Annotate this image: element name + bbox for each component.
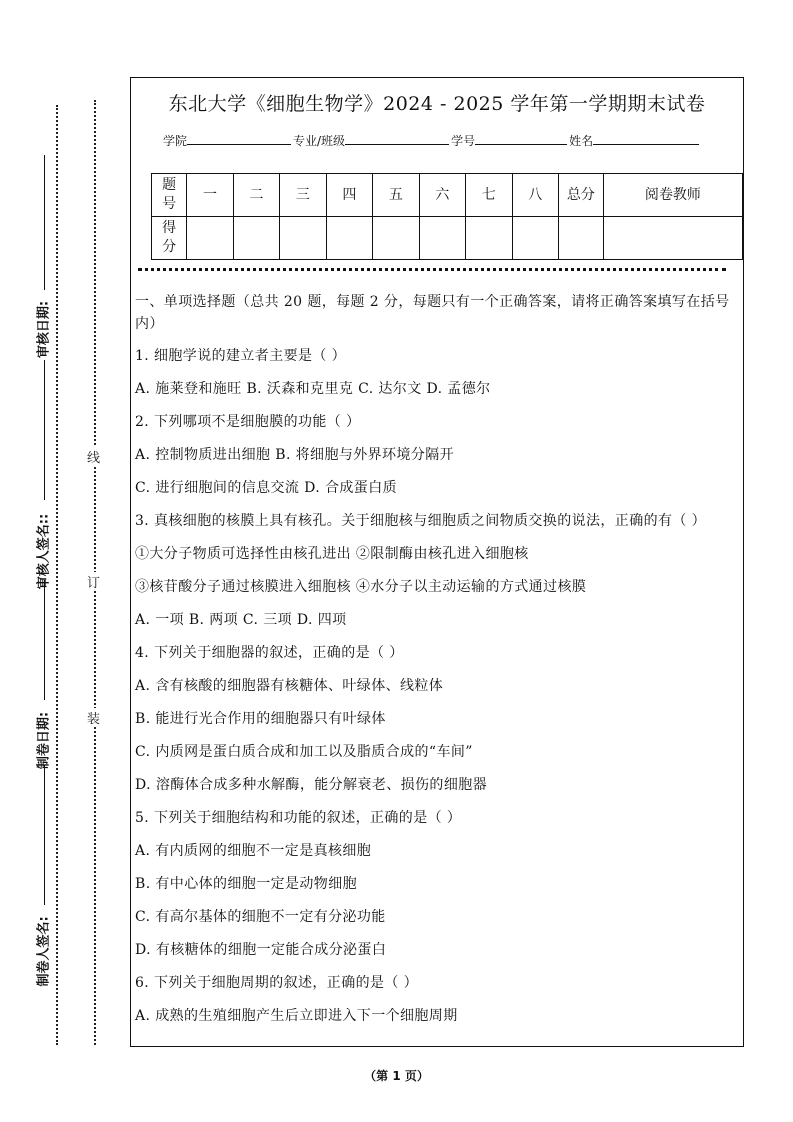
option-line: A. 成熟的生殖细胞产生后立即进入下一个细胞周期 xyxy=(135,1008,458,1024)
option-line: C. 内质网是蛋白质合成和加工以及脂质合成的“车间” xyxy=(135,744,473,760)
score-cell-5[interactable] xyxy=(373,217,419,260)
score-header-1: 一 xyxy=(187,174,233,217)
score-header-8: 八 xyxy=(512,174,558,217)
score-cell-1[interactable] xyxy=(187,217,233,260)
question-line: 3. 真核细胞的核膜上具有核孔。关于细胞核与细胞质之间物质交换的说法，正确的有（ ） xyxy=(135,513,707,529)
cut-line-char-xian: 线 xyxy=(87,447,100,466)
score-cell-4[interactable] xyxy=(326,217,372,260)
review-date-label: 审核日期: xyxy=(36,300,52,359)
question-content xyxy=(135,291,735,1038)
cut-line-char-zhuang: 装 xyxy=(87,708,100,727)
score-cell-8[interactable] xyxy=(512,217,558,260)
option-line: C. 进行细胞间的信息交流 D. 合成蛋白质 xyxy=(135,480,397,496)
score-header-2: 二 xyxy=(233,174,279,217)
option-line: A. 控制物质进出细胞 B. 将细胞与外界环境分隔开 xyxy=(135,447,455,463)
header-separator xyxy=(138,268,726,271)
option-line: C. 有高尔基体的细胞不一定有分泌功能 xyxy=(135,909,386,925)
make-date-blank[interactable] xyxy=(44,580,45,700)
score-cell-3[interactable] xyxy=(280,217,326,260)
score-header-7: 七 xyxy=(466,174,512,217)
question-line: 2. 下列哪项不是细胞膜的功能（ ） xyxy=(135,414,361,430)
option-line: A. 有内质网的细胞不一定是真核细胞 xyxy=(135,843,372,859)
question-line: 5. 下列关于细胞结构和功能的叙述，正确的是（ ） xyxy=(135,810,462,826)
question-line: 6. 下列关于细胞周期的叙述，正确的是（ ） xyxy=(135,975,419,991)
option-line: B. 能进行光合作用的细胞器只有叶绿体 xyxy=(135,711,386,727)
exam-title: 东北大学《细胞生物学》2024 - 2025 学年第一学期期末试卷 xyxy=(168,93,706,115)
score-cell-2[interactable] xyxy=(233,217,279,260)
make-date-label: 制卷日期: xyxy=(36,711,52,770)
question-line: 4. 下列关于细胞器的叙述，正确的是（ ） xyxy=(135,645,404,661)
exam-frame xyxy=(130,77,744,1047)
score-header-total: 总分 xyxy=(558,174,603,217)
score-table-row2-label: 得分 xyxy=(152,217,187,260)
score-header-3: 三 xyxy=(280,174,326,217)
reviewer-sign-label: 审核人签名:: xyxy=(36,513,52,590)
student-id-label: 学号 xyxy=(451,134,476,148)
option-line: B. 有中心体的细胞一定是动物细胞 xyxy=(135,876,357,892)
score-header-4: 四 xyxy=(326,174,372,217)
score-table xyxy=(151,173,743,260)
score-table-row1-label: 题号 xyxy=(152,174,187,217)
college-label: 学院 xyxy=(163,134,188,148)
page-number: （第 1 页） xyxy=(364,1069,429,1083)
option-line: D. 溶酶体合成多种水解酶，能分解衰老、损伤的细胞器 xyxy=(135,777,488,793)
maker-sign-blank[interactable] xyxy=(44,765,45,905)
cut-line-char-ding: 订 xyxy=(87,572,100,591)
name-label: 姓名 xyxy=(569,134,594,148)
score-cell-grader[interactable] xyxy=(603,217,742,260)
score-table-header-row xyxy=(152,174,743,217)
reviewer-sign-blank[interactable] xyxy=(44,360,45,500)
student-id-field[interactable] xyxy=(475,132,567,145)
section-heading: 一、单项选择题（总共 20 题，每题 2 分，每题只有一个正确答案，请将正确答案填写在括号内） xyxy=(135,294,730,332)
review-date-blank[interactable] xyxy=(44,155,45,290)
student-info-row xyxy=(163,132,701,149)
maker-sign-label: 制卷人签名: xyxy=(36,916,52,987)
college-field[interactable] xyxy=(187,132,291,145)
major-label: 专业/班级 xyxy=(293,134,346,148)
score-cell-7[interactable] xyxy=(466,217,512,260)
option-line: A. 施莱登和施旺 B. 沃森和克里克 C. 达尔文 D. 孟德尔 xyxy=(135,381,491,397)
signature-dotted-line xyxy=(56,105,58,1045)
score-cell-6[interactable] xyxy=(419,217,465,260)
option-line: A. 一项 B. 两项 C. 三项 D. 四项 xyxy=(135,612,347,628)
score-cell-total[interactable] xyxy=(558,217,603,260)
score-header-grader: 阅卷教师 xyxy=(603,174,742,217)
name-field[interactable] xyxy=(593,132,699,145)
score-table-score-row xyxy=(152,217,743,260)
score-header-6: 六 xyxy=(419,174,465,217)
score-header-5: 五 xyxy=(373,174,419,217)
statement-line: ③核苷酸分子通过核膜进入细胞核 ④水分子以主动运输的方式通过核膜 xyxy=(135,579,587,595)
statement-line: ①大分子物质可选择性由核孔进出 ②限制酶由核孔进入细胞核 xyxy=(135,546,529,562)
question-line: 1. 细胞学说的建立者主要是（ ） xyxy=(135,348,347,364)
option-line: A. 含有核酸的细胞器有核糖体、叶绿体、线粒体 xyxy=(135,678,444,694)
option-line: D. 有核糖体的细胞一定能合成分泌蛋白 xyxy=(135,942,387,958)
major-field[interactable] xyxy=(345,132,449,145)
